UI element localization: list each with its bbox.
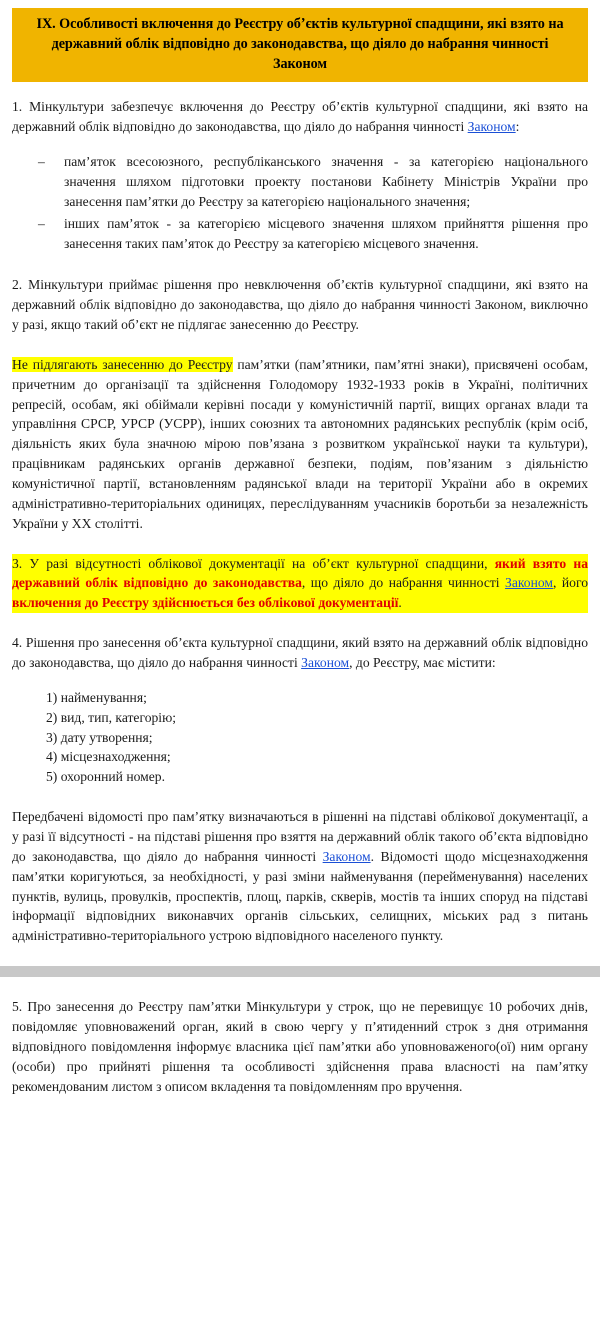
spacer	[0, 335, 600, 355]
spacer	[0, 787, 600, 807]
spacer	[0, 977, 600, 997]
law-link[interactable]: Законом	[301, 654, 350, 670]
clause-3-red-emphasis-1: який взято на державний облік відповідно до законодавства	[12, 555, 589, 591]
law-link[interactable]: Законом	[505, 575, 554, 591]
clause-1-intro-text-after-link: :	[515, 119, 520, 135]
clause-4-note-paragraph	[12, 807, 588, 946]
section-divider	[0, 966, 600, 977]
clause-2-block	[0, 275, 600, 335]
spacer	[0, 534, 600, 554]
law-link[interactable]: Законом	[467, 119, 516, 135]
clause-5-text: 5. Про занесення до Реєстру памʼятки Мінкультури у строк, що не перевищує 10 робочих днів, повідомляє уповноважений орган, який в свою чергу у пʼятиденний строк з дня отримання відповідного повідомлення інформує власника цієї памʼятки або уповноваженого(ої) ним органу (особи) про прийняті рішення та особливості здійснення права власності на памʼятку рекомендованим листом з описом вкладення та повідомленням про вручення.	[12, 999, 588, 1094]
exclusions-paragraph	[12, 355, 588, 534]
clause-3-block	[0, 554, 600, 614]
clause-3-segment-3: , що діяло до набрання чинності	[301, 575, 506, 591]
dash-bullet-icon: –	[38, 215, 45, 231]
clause-4-text-after-link: , до Реєстру, має містити:	[349, 654, 496, 670]
clause-5-block	[0, 997, 600, 1096]
exclusions-rest-text: памʼятки (памʼятники, памʼятні знаки), присвячені особам, причетним до організації та здійснення Голодомору 1932-1933 років в Україні, політичних репресій, особам, які обіймали керівні посади у комуністичній партії, вищих органах влади та управління СРСР, УРСР (УСРР), інших союзних та автономних радянських республік (крім осіб, діяльність яких була значною мірою повʼязана з розвитком української науки та культури), працівникам радянських органів державної безпеки, подіям, повʼязаним з діяльністю комуністичної партії, встановленням радянської влади на території України або в окремих адміністративно-територіальних одиницях, переслідуванням учасників боротьби за незалежність України у XX столітті.	[12, 356, 588, 531]
clause-4-note-before-link: Передбачені відомості про памʼятку визначаються в рішенні на підставі облікової документації, а у разі її відсутності - на підставі рішення про взяття на державний облік такого обʼєкта відповідно до законодавства, що діяло до набрання чинності	[12, 809, 588, 864]
clause-4-text-before-link: 4. Рішення про занесення обʼєкта культурної спадщини, який взято на державний облік відповідно до законодавства, що діяло до набрання чинності	[12, 635, 588, 670]
dash-bullet-icon: –	[38, 154, 45, 170]
list-item-text: інших памʼяток - за категорією місцевого значення шляхом прийняття рішення про занесення таких памʼяток до Реєстру за категорією місцевого значення.	[64, 215, 588, 251]
clause-4-note-block	[0, 807, 600, 946]
clause-1-bullet-list	[12, 152, 588, 253]
section-heading-wrapper	[0, 0, 600, 82]
clause-1-intro	[12, 97, 588, 137]
section-heading: IX. Особливості включення до Реєстру обʼєктів культурної спадщини, які взято на державний облік відповідно до законодавства, що діяло до набрання чинності Законом	[12, 8, 588, 82]
list-item: 2) вид, тип, категорію;	[46, 709, 177, 725]
clause-3-red-emphasis-2: включення до Реєстру здійснюється без облікової документації	[12, 595, 399, 611]
clause-4-note-after-link: . Відомості щодо місцезнаходження памʼятки коригуються, за необхідності, у разі зміни найменування (перейменування) населених пунктів, вулиць, провулків, проспектів, площ, парків, скверів, мостів та інших споруд на підставі інформації відповідних виконавчих органів сільських, селищних, міських рад з питань адміністративно-територіального устрою відповідного населеного пункту.	[12, 848, 588, 944]
clause-4-numbered-list	[12, 688, 588, 788]
spacer	[0, 82, 600, 97]
list-item: 3) дату утворення;	[46, 729, 153, 745]
clause-3-segment-5: , його	[553, 575, 589, 591]
list-item	[38, 214, 588, 254]
clause-2-text: 2. Мінкультури приймає рішення про невключення обʼєктів культурної спадщини, які взято на державний облік відповідно до законодавства, що діяло до набрання чинності Законом, виключно у разі, якщо такий обʼєкт не підлягає занесенню до Реєстру.	[12, 277, 588, 333]
clause-4-block	[0, 633, 600, 787]
clause-3-paragraph	[12, 554, 588, 614]
clause-3-segment-7: .	[398, 595, 402, 611]
law-link[interactable]: Законом	[322, 848, 371, 864]
clause-1-intro-text-before-link: 1. Мінкультури забезпечує включення до Реєстру обʼєктів культурної спадщини, які взято на державний облік відповідно до законодавства, що діяло до набрання чинності	[12, 99, 588, 135]
clause-3-segment-1: У разі відсутності облікової документації на обʼєкт культурної спадщини,	[29, 555, 495, 571]
clause-3-number: 3.	[12, 555, 30, 571]
spacer	[0, 613, 600, 633]
list-item-text: памʼяток всесоюзного, республіканського значення - за категорією національного значення шляхом підготовки проекту постанови Кабінету Міністрів України про занесення памʼятки до Реєстру за категорією національного значення;	[64, 154, 588, 209]
highlighted-lead-text: Не підлягають занесенню до Реєстру	[12, 356, 233, 372]
clause-4-intro	[12, 633, 588, 673]
clause-1-block	[0, 97, 600, 253]
list-item	[38, 152, 588, 212]
list-item: 1) найменування;	[46, 689, 147, 705]
list-item: 4) місцезнаходження;	[46, 749, 171, 765]
list-item: 5) охоронний номер.	[46, 769, 165, 785]
spacer	[12, 673, 588, 688]
spacer	[0, 946, 600, 966]
exclusions-block	[0, 355, 600, 534]
spacer	[12, 137, 588, 152]
spacer	[0, 255, 600, 275]
